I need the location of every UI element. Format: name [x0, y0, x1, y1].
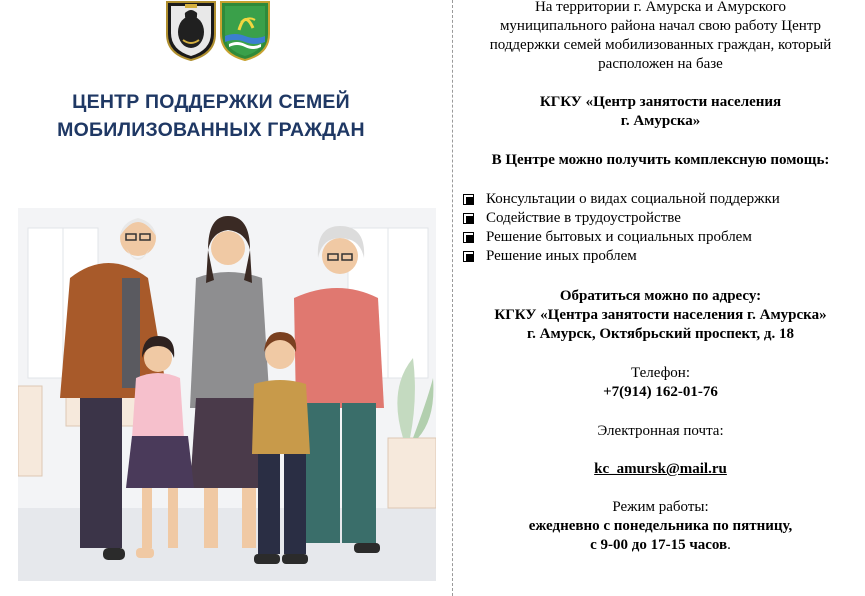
fold-divider — [452, 0, 453, 596]
center-title — [20, 88, 402, 144]
services-list — [462, 190, 862, 266]
amursk-district-coat-of-arms — [219, 0, 271, 62]
checkbox-bullet-icon — [463, 232, 474, 243]
intro-line: муниципального района начал свою работу Центр — [499, 18, 822, 34]
center-title-line: МОБИЛИЗОВАННЫХ ГРАЖДАН — [57, 119, 365, 141]
checkbox-bullet-icon — [463, 213, 474, 224]
list-item — [462, 209, 862, 228]
intro-line: На территории г. Амурска и Амурского — [534, 0, 787, 15]
organization-line: г. Амурска» — [620, 113, 701, 129]
phone-label: Телефон: — [631, 365, 690, 381]
list-item — [462, 247, 862, 266]
help-heading: В Центре можно получить комплексную помощь: — [491, 152, 830, 168]
hours-line: ежедневно с понедельника по пятницу, — [528, 518, 793, 534]
list-item — [462, 228, 862, 247]
family-illustration — [18, 208, 436, 581]
intro-line: расположен на базе — [598, 56, 723, 72]
khabarovsk-krai-coat-of-arms — [165, 0, 217, 62]
service-label: Решение иных проблем — [486, 248, 637, 264]
center-title-line: ЦЕНТР ПОДДЕРЖКИ СЕМЕЙ — [72, 91, 350, 113]
hours-label: Режим работы: — [612, 499, 709, 515]
intro-line: поддержки семей мобилизованных граждан, который — [489, 37, 832, 53]
hours-line-wrap — [456, 536, 865, 555]
service-label: Консультации о видах социальной поддержки — [486, 191, 780, 207]
address-line: Обратиться можно по адресу: — [559, 288, 762, 304]
service-label: Решение бытовых и социальных проблем — [486, 229, 752, 245]
email-label: Электронная почта: — [597, 423, 724, 439]
checkbox-bullet-icon — [463, 251, 474, 262]
phone-number: +7(914) 162-01-76 — [603, 384, 718, 400]
hours-end-punctuation: . — [727, 537, 731, 553]
address-line: КГКУ «Центра занятости населения г. Амурска» — [494, 307, 827, 323]
service-label: Содействие в трудоустройстве — [486, 210, 681, 226]
hours-line: с 9-00 до 17-15 часов — [590, 537, 728, 553]
email-link[interactable]: kc_amursk@mail.ru — [594, 461, 727, 477]
right-panel — [456, 0, 865, 596]
organization-line: КГКУ «Центр занятости населения — [539, 94, 782, 110]
address-line: г. Амурск, Октябрьский проспект, д. 18 — [527, 326, 794, 342]
checkbox-bullet-icon — [463, 194, 474, 205]
list-item — [462, 190, 862, 209]
